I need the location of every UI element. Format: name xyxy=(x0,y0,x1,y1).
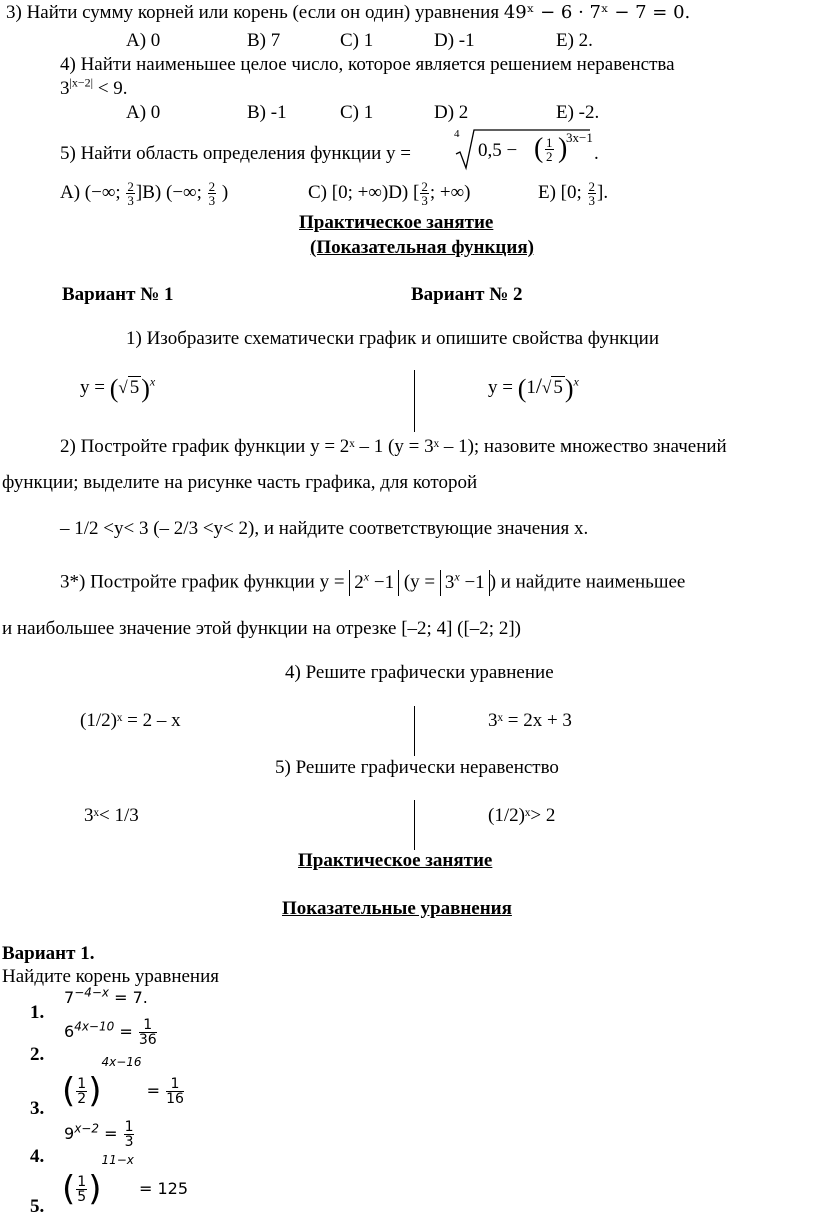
question4: 4) Решите графически уравнение xyxy=(285,662,554,683)
task5-text: 5) Найти область определения функции y = xyxy=(60,143,412,164)
frac-2-3-e: $\frac{2}{3}$ xyxy=(588,179,596,208)
task5-option-e: E) [0; xyxy=(538,181,582,203)
item-number-2: 2. xyxy=(30,1044,45,1065)
question2-line1: 2) Постройте график функции y = 2ˣ – 1 (y = 3ˣ – 1); назовите множество значений xyxy=(60,436,727,457)
abs-value-1: $2^x -1$ xyxy=(349,570,399,596)
sqrt-icon: √ xyxy=(542,378,552,397)
frac-2-3-d: $\frac{2}{3}$ xyxy=(421,179,428,208)
frac-2-3-b: $\frac{2}{3}$ xyxy=(208,179,216,208)
root-index: 4 xyxy=(454,128,460,140)
task5-exponent: 3x−1 xyxy=(566,130,593,145)
equation-1: $7^{-4-x} = 7$. xyxy=(64,985,148,1007)
task4-text: 4) Найти наименьшее целое число, которое является решением неравенства xyxy=(60,54,675,75)
equation-4: $9^{x-2}$ = $\frac{1}{3}$ xyxy=(64,1119,134,1150)
paren-right: ) xyxy=(558,133,568,164)
question5-variant1: 3ˣ< 1/3 xyxy=(84,805,139,826)
section2-variant: Вариант 1. xyxy=(2,943,95,964)
question5-variant2: (1/2)ˣ> 2 xyxy=(488,805,556,826)
item-number-4: 4. xyxy=(30,1146,45,1167)
task4-rest: < 9. xyxy=(93,78,128,99)
frac-2-3-a: $\frac{2}{3}$ xyxy=(127,179,134,208)
task3-option-e: E) 2. xyxy=(556,30,593,51)
paren-left: ( xyxy=(534,133,544,164)
question4-variant1: (1/2)ˣ = 2 – x xyxy=(80,710,181,731)
section2-subtitle: Показательные уравнения xyxy=(282,898,512,919)
task5-options-cd: C) [0; +∞)D) [ $\frac{2}{3}$ ; +∞) xyxy=(308,179,471,208)
item-number-1: 1. xyxy=(30,1002,45,1023)
task4-exponent: |x−2| xyxy=(69,75,94,90)
task5-option-b: B) (−∞; xyxy=(142,181,202,203)
divider xyxy=(414,800,415,850)
question3-line1: 3*) Постройте график функции $y = 2^x -1$ ($y = 3^x -1$ ) и найдите наименьшее xyxy=(60,570,685,596)
task4-inequality xyxy=(60,75,128,101)
task4-option-a: A) 0 xyxy=(126,102,161,123)
task4-option-c: C) 1 xyxy=(340,102,374,123)
section1-subtitle: (Показательная функция) xyxy=(310,237,534,258)
task3-option-b: B) 7 xyxy=(247,30,281,51)
task4-option-b: B) -1 xyxy=(247,102,287,123)
item-number-3: 3. xyxy=(30,1098,45,1119)
section2-title: Практическое занятие xyxy=(298,850,493,871)
section1-title: Практическое занятие xyxy=(299,212,494,233)
task4-option-e: E) -2. xyxy=(556,102,600,123)
task4-base: 3 xyxy=(60,78,70,99)
task3-text: 3) Найти сумму корней или корень (если он один) уравнения xyxy=(6,2,500,23)
task3-line xyxy=(6,2,690,25)
task5-option-e-wrap: E) [0; $\frac{2}{3}$ ]. xyxy=(538,179,609,208)
section2-instruction: Найдите корень уравнения xyxy=(2,966,220,987)
equation-3: ( $\frac{1}{2}$ )$^{4x-16}$ = $\frac{1}{16}$ xyxy=(62,1055,184,1112)
question4-variant2: 3ˣ = 2x + 3 xyxy=(488,710,572,731)
item-number-5: 5. xyxy=(30,1196,45,1217)
task3-option-a: A) 0 xyxy=(126,30,161,51)
divider xyxy=(414,706,415,756)
variant2-heading: Вариант № 2 xyxy=(411,284,523,305)
task3-option-c: C) 1 xyxy=(340,30,374,51)
task5-options: A) (−∞; $\frac{2}{3}$ ]B) (−∞; $\frac{2}{3}$ ) xyxy=(60,179,229,208)
sqrt-icon: √ xyxy=(118,377,128,397)
variant1-heading: Вариант № 1 xyxy=(62,284,174,305)
question5: 5) Решите графически неравенство xyxy=(275,757,559,778)
task5-period: . xyxy=(594,143,599,164)
question3-line2: и наибольшее значение этой функции на отрезке [–2; 4] ([–2; 2]) xyxy=(2,618,521,639)
question2-line2: функции; выделите на рисунке часть графика, для которой xyxy=(2,472,478,493)
task4-option-d: D) 2 xyxy=(434,102,469,123)
function2: y = (1/√ 5)$^x$ xyxy=(488,373,579,404)
question2-line3: – 1/2 <y< 3 (– 2/3 <y< 2), и найдите соответствующие значения x. xyxy=(60,518,589,539)
task5-fraction: $\frac{1}{2}$ xyxy=(546,135,553,164)
task5-inner: 0,5 − xyxy=(478,140,518,161)
task5-option-c: C) [0; +∞) xyxy=(308,181,389,203)
equation-5: ( $\frac{1}{5}$ )$^{11-x}$ = 125 xyxy=(62,1153,189,1210)
task3-option-d: D) -1 xyxy=(434,30,475,51)
function1: y = (√ 5)$^x$ xyxy=(80,374,156,403)
task5-option-d: D) [ xyxy=(388,181,420,203)
task5-option-a: A) (−∞; xyxy=(60,181,121,203)
equation-2: $6^{4x-10}$ = $\frac{1}{36}$ xyxy=(64,1017,157,1048)
divider xyxy=(414,370,415,432)
task3-equation: 49ˣ − 6 · 7ˣ − 7 = 0. xyxy=(503,2,691,23)
question1: 1) Изобразите схематически график и опишите свойства функции xyxy=(126,328,659,349)
abs-value-2: $3^x -1$ xyxy=(440,570,490,596)
